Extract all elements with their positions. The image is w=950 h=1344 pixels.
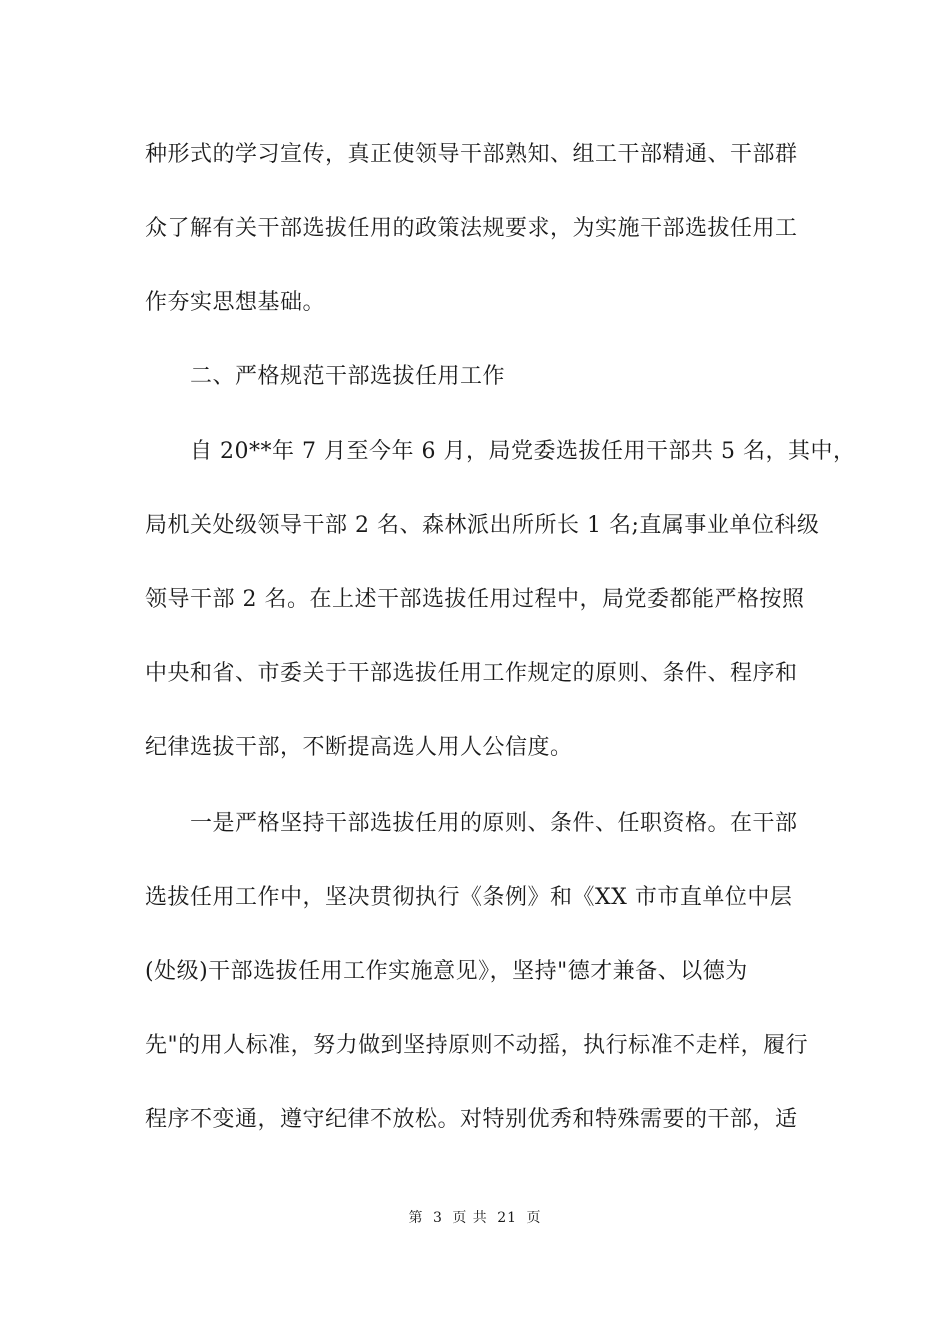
body-line-1: 种形式的学习宣传，真正使领导干部熟知、组工干部精通、干部群 xyxy=(145,142,798,167)
body-line-9: 纪律选拔干部，不断提高选人用人公信度。 xyxy=(145,735,573,760)
body-line-7: 领导干部 2 名。在上述干部选拔任用过程中，局党委都能严格按照 xyxy=(145,587,805,612)
page-footer xyxy=(0,1208,950,1228)
body-line-3: 作夯实思想基础。 xyxy=(145,290,326,315)
body-line-6: 局机关处级领导干部 2 名、森林派出所所长 1 名;直属事业单位科级 xyxy=(145,513,820,538)
body-line-10: 一是严格坚持干部选拔任用的原则、条件、任职资格。在干部 xyxy=(190,811,798,836)
body-line-5: 自 20**年 7 月至今年 6 月，局党委选拔任用干部共 5 名，其中， xyxy=(190,439,856,464)
body-line-11: 选拔任用工作中，坚决贯彻执行《条例》和《XX 市市直单位中层 xyxy=(145,885,793,910)
footer-mid: 页 共 xyxy=(452,1210,488,1226)
footer-current-page: 3 xyxy=(432,1210,443,1226)
body-line-12: (处级)干部选拔任用工作实施意见》，坚持"德才兼备、以德为 xyxy=(145,959,748,984)
footer-prefix: 第 xyxy=(408,1210,424,1226)
section-heading: 二、严格规范干部选拔任用工作 xyxy=(190,364,506,389)
body-line-2: 众了解有关干部选拔任用的政策法规要求，为实施干部选拔任用工 xyxy=(145,216,798,241)
body-line-8: 中央和省、市委关于干部选拔任用工作规定的原则、条件、程序和 xyxy=(145,661,798,686)
body-line-13: 先"的用人标准，努力做到坚持原则不动摇，执行标准不走样，履行 xyxy=(145,1033,809,1058)
body-line-14: 程序不变通，遵守纪律不放松。对特别优秀和特殊需要的干部，适 xyxy=(145,1107,798,1132)
footer-suffix: 页 xyxy=(526,1210,542,1226)
footer-total-pages: 21 xyxy=(497,1210,518,1226)
